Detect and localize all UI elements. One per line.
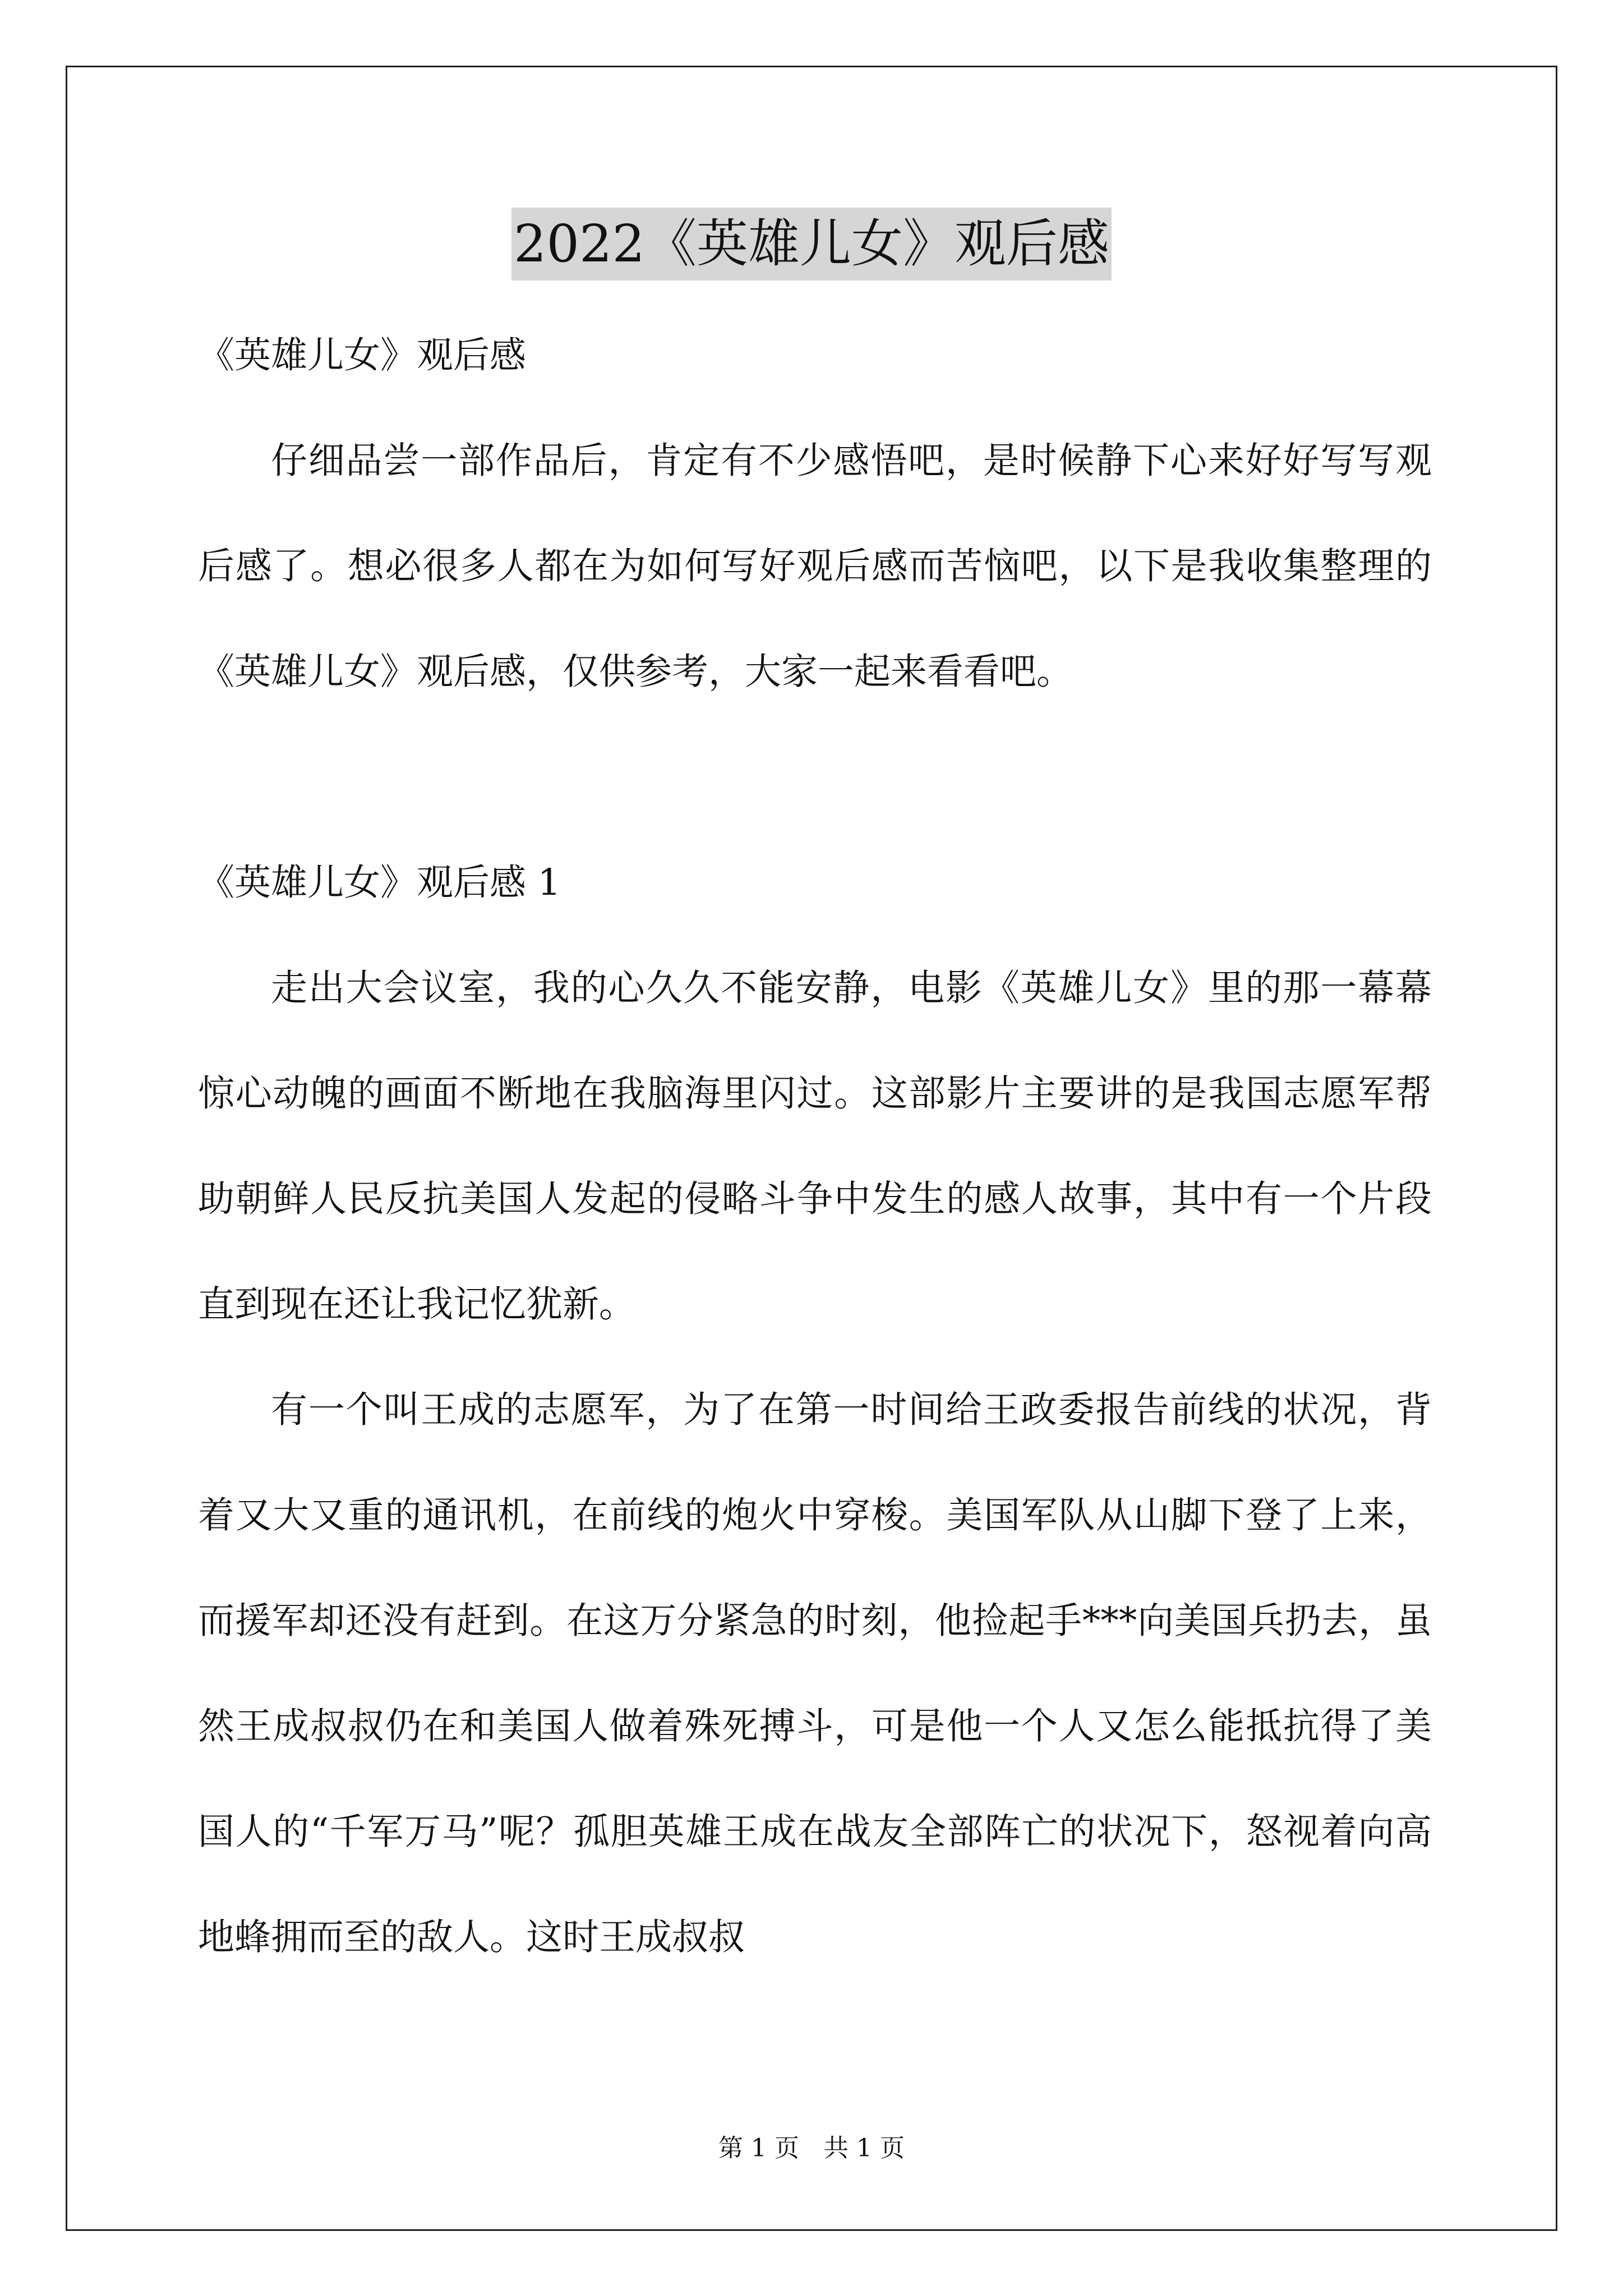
body-paragraph: 有一个叫王成的志愿军，为了在第一时间给王政委报告前线的状况，背着又大又重的通讯机，在前线的炮火中穿梭。美国军队从山脚下登了上来，而援军却还没有赶到。在这万分紧急的时刻，他捡起手***向美国兵扔去，虽然王成叔叔仍在和美国人做着殊死搏斗，可是他一个人又怎么能抵抗得了美国人的“千军万马”呢？孤胆英雄王成在战友全部阵亡的状况下，怒视着向高地蜂拥而至的敌人。这时王成叔叔 — [198, 1389, 1432, 1958]
section1-heading: 《英雄儿女》观后感 1 — [198, 862, 561, 904]
title-container — [0, 208, 1623, 280]
document-title: 2022《英雄儿女》观后感 — [511, 208, 1112, 280]
intro-paragraph: 仔细品尝一部作品后，肯定有不少感悟吧，是时候静下心来好好写写观后感了。想必很多人都在为如何写好观后感而苦恼吧，以下是我收集整理的《英雄儿女》观后感，仅供参考，大家一起来看看吧。 — [198, 440, 1432, 693]
page-footer: 第 1 页 共 1 页 — [718, 2134, 905, 2162]
document-body — [198, 303, 1432, 1990]
body-paragraph: 走出大会议室，我的心久久不能安静，电影《英雄儿女》里的那一幕幕惊心动魄的画面不断地在我脑海里闪过。这部影片主要讲的是我国志愿军帮助朝鲜人民反抗美国人发起的侵略斗争中发生的感人故事，其中有一个片段直到现在还让我记忆犹新。 — [198, 967, 1432, 1326]
intro-heading: 《英雄儿女》观后感 — [198, 334, 527, 376]
section-spacer — [198, 725, 1432, 830]
